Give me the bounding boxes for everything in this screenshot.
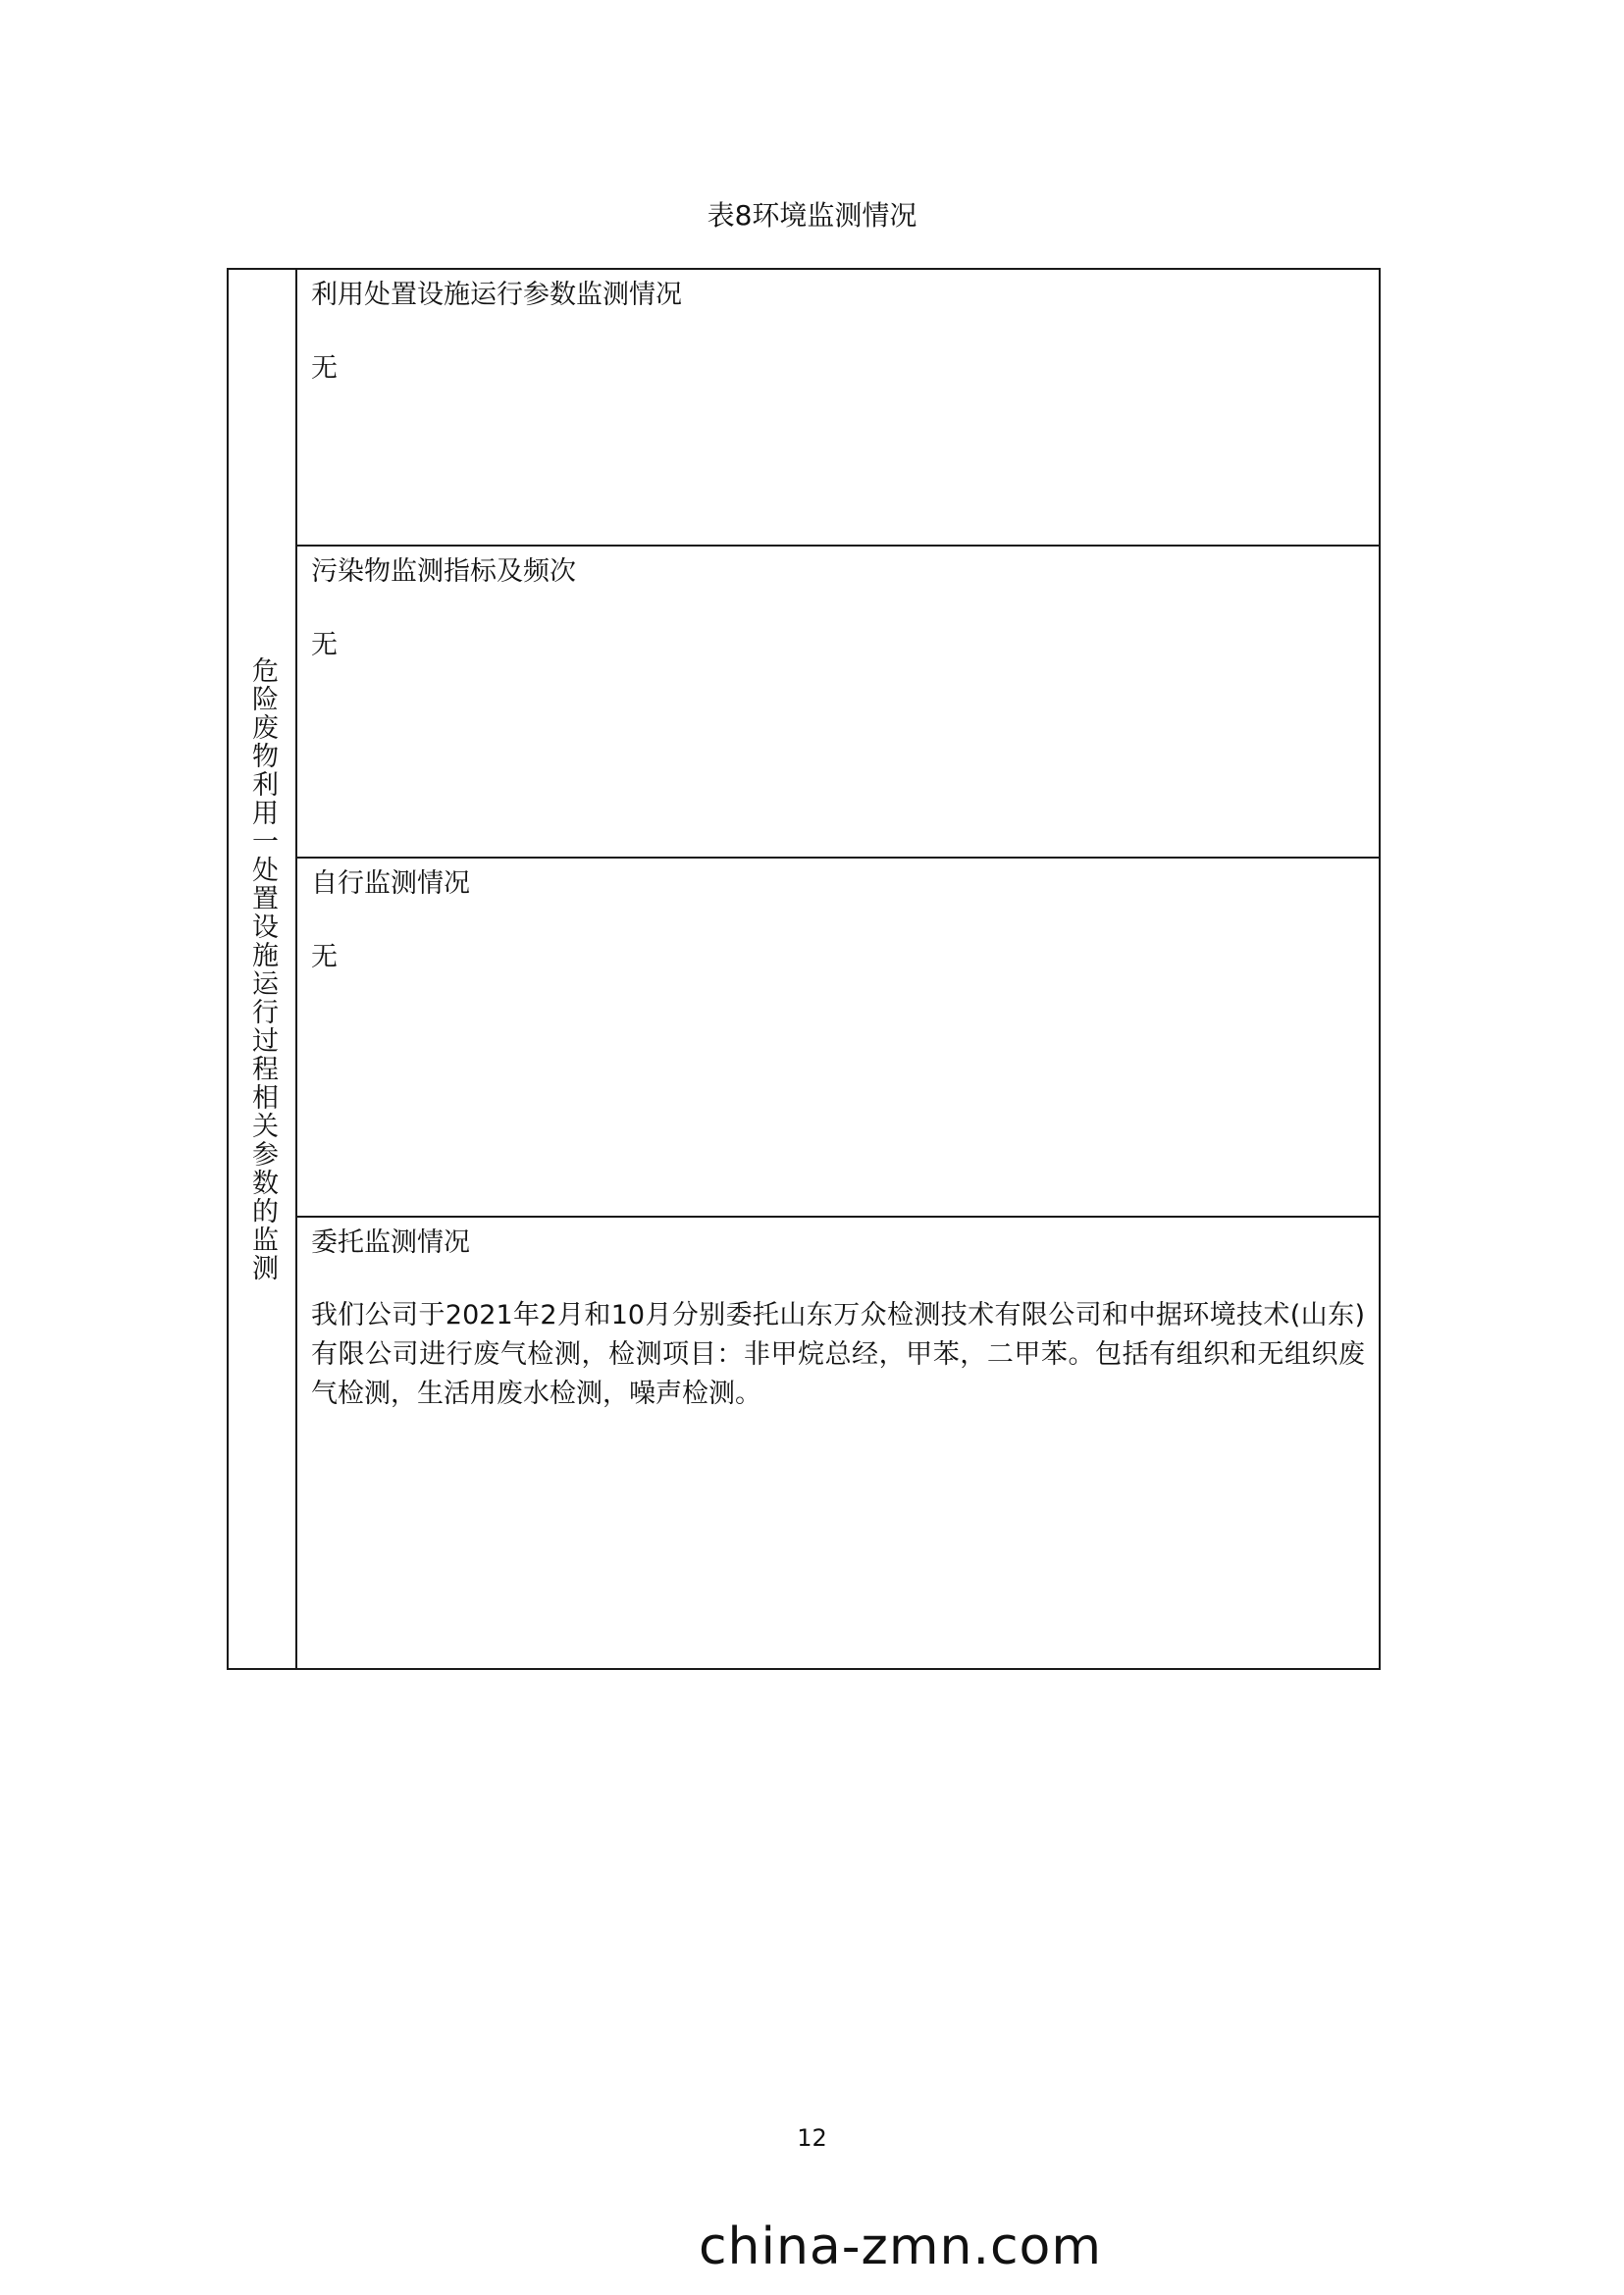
section-title: 自行监测情况 — [311, 868, 470, 899]
section-entrusted-monitoring — [297, 1218, 1379, 1668]
section-content: 无 — [311, 353, 338, 384]
watermark: china-zmn.com — [698, 2217, 1103, 2276]
section-content: 无 — [311, 630, 338, 660]
section-self-monitoring — [297, 859, 1379, 1218]
sections-column — [297, 270, 1379, 1668]
monitoring-table — [227, 268, 1381, 1670]
row-label: 危险废物利用一处置设施运行过程相关参数的监测 — [247, 655, 278, 1282]
page-number: 12 — [797, 2124, 827, 2152]
row-label-cell — [229, 270, 297, 1668]
section-title: 污染物监测指标及频次 — [311, 556, 576, 587]
page-title: 表8环境监测情况 — [707, 199, 917, 232]
section-operating-parameters — [297, 270, 1379, 547]
section-pollutant-indicators — [297, 547, 1379, 859]
section-content: 我们公司于2021年2月和10月分别委托山东万众检测技术有限公司和中据环境技术(山东)有限公司进行废气检测，检测项目：非甲烷总经，甲苯，二甲苯。包括有组织和无组织废气检测，生活用废水检测，噪声检测。 — [311, 1300, 1365, 1409]
section-content: 无 — [311, 942, 338, 972]
section-title: 利用处置设施运行参数监测情况 — [311, 280, 682, 310]
section-title: 委托监测情况 — [311, 1227, 470, 1258]
